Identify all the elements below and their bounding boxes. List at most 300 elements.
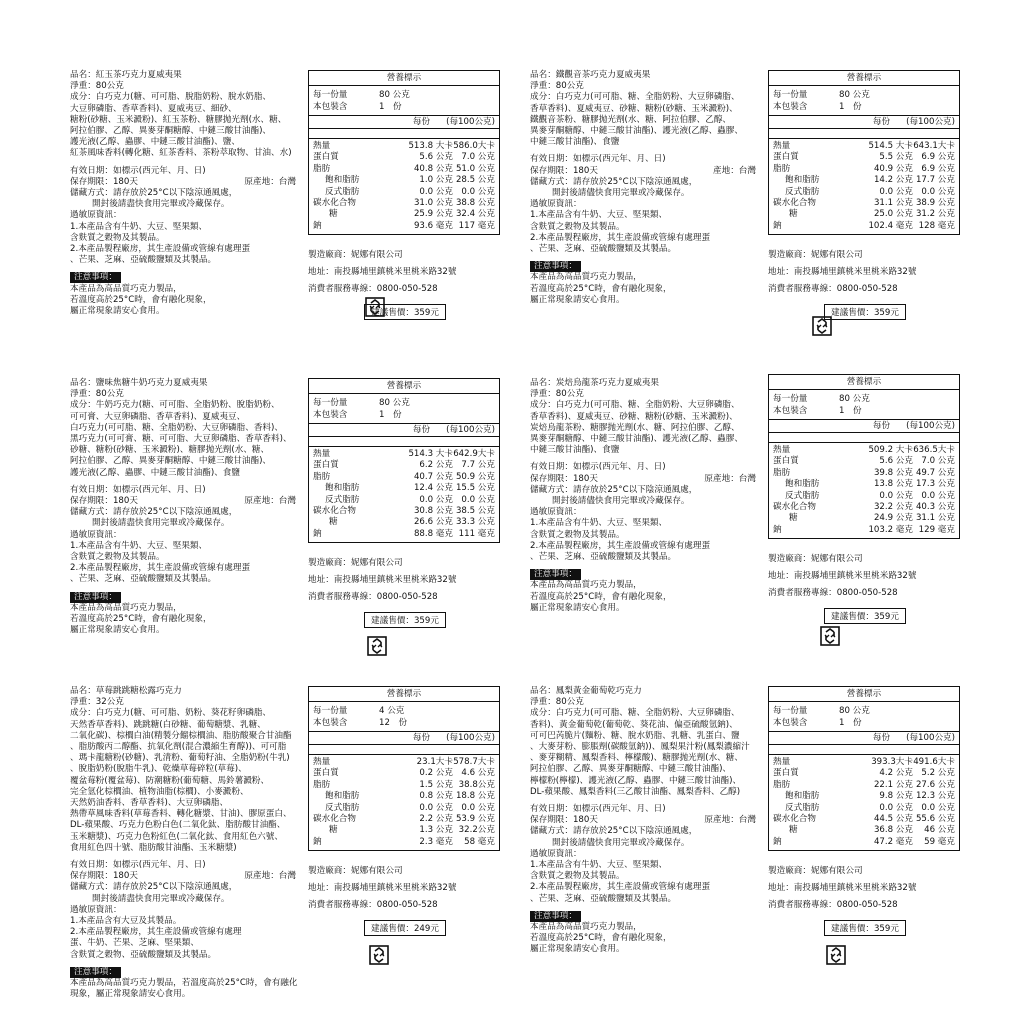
- storage-method: 儲藏方式：請存放於25°C以下陰涼通風處，: [530, 826, 698, 837]
- nutrient-name: 鈉: [773, 524, 782, 535]
- nutrition-title: 營養標示: [309, 379, 499, 394]
- ingredients-line: 成分：白巧克力(可可脂、糖、全脂奶粉、大豆卵磷脂、: [530, 400, 740, 411]
- nutrition-row: [773, 445, 955, 456]
- per-100g-value: 0.0 公克: [461, 494, 495, 505]
- shelf-life: 保存期限：180天: [70, 176, 138, 187]
- nutrition-rows: [769, 755, 959, 850]
- nutrient-name: 反式脂肪: [785, 802, 820, 813]
- address: 地址：南投縣埔里鎮桃米里桃米路32號: [308, 267, 457, 278]
- ingredients-line: 異麥芽酮糖醇、中鏈三酸甘油酯)、護光液(乙醇、蟲膠、: [530, 126, 743, 137]
- servings-per-pack-value: 1 份: [839, 102, 862, 112]
- nutrient-name: 蛋白質: [313, 460, 339, 471]
- nutrient-name: 糖: [789, 825, 798, 836]
- nutrient-name: 鈉: [773, 836, 782, 847]
- ingredients-line: 紅茶風味香料(轉化糖、紅茶香料、茶粉萃取物、甘油、水): [70, 148, 292, 159]
- product-name: 品名：鳳梨黃金葡萄乾巧克力: [530, 686, 642, 696]
- product-label: [70, 378, 540, 688]
- per-serving-value: 44.5 公克: [873, 813, 913, 824]
- allergy-line: 、芒果、芝麻、亞硫酸鹽類及其製品。: [530, 893, 677, 904]
- nutrition-title: 營養標示: [309, 687, 499, 702]
- per-100g-value: 40.3 公克: [915, 501, 955, 512]
- allergy-line: 1.本產品含有牛奶、大豆、堅果類、: [530, 860, 668, 871]
- per-100g-value: 53.9 公克: [455, 813, 495, 824]
- allergy-line: 1.本產品含有牛奶、大豆、堅果類、: [530, 518, 668, 529]
- allergy-line: 1.本產品含有牛奶、大豆、堅果類、: [530, 210, 668, 221]
- serving-size-value: 4 公克: [379, 706, 405, 716]
- serving-info: [769, 702, 959, 732]
- nutrient-name: 鈉: [313, 836, 322, 847]
- nutrient-name: 碳水化合物: [313, 197, 356, 208]
- nutrient-name: 蛋白質: [313, 768, 339, 779]
- product-name: 品名：鐵觀音茶巧克力夏威夷果: [530, 70, 651, 80]
- per-100g-value: 38.5 公克: [455, 505, 495, 516]
- caution-line: 本產品為高品質巧克力製品，若溫度高於25°C時，會有融化現象，屬正常現象請安心食用。: [70, 978, 298, 1000]
- caution-line: 若溫度高於25°C時，會有融化現象，: [530, 283, 672, 294]
- label-text-column: [70, 686, 302, 1000]
- ingredients: [70, 708, 302, 854]
- nutrition-column-header: [309, 116, 499, 129]
- per-serving-value: 5.6 公克: [879, 456, 913, 467]
- service-hotline: 消費者服務專線：0800-050-528: [768, 588, 898, 599]
- ingredients-line: DL-蘋果酸、巧克力色粉白色(二氧化鈦、脂肪酸甘油酯、: [70, 820, 286, 831]
- allergy-line: 2.本產品製程廠房，其生產設備或管線有處理蛋: [530, 540, 711, 551]
- nutrition-row: [313, 141, 495, 152]
- nutrient-name: 反式脂肪: [785, 490, 820, 501]
- shelf-life: 保存期限：180天: [530, 815, 598, 826]
- caution-tag: 注意事項：: [70, 967, 121, 978]
- nutrition-row: [773, 209, 955, 220]
- nutrient-name: 碳水化合物: [773, 813, 816, 824]
- product-name: 品名：草莓跳跳糖松露巧克力: [70, 686, 182, 696]
- nutrition-row: [773, 768, 955, 779]
- allergy-line: 2.本產品製程廠房，其生產設備或管線有處理: [70, 927, 242, 938]
- per-serving-value: 31.1 公克: [873, 197, 913, 208]
- serving-size-value: 80 公克: [839, 394, 870, 404]
- ingredients-line: 成分：白巧克力(可可脂、糖、全脂奶粉、大豆卵磷脂、: [530, 708, 740, 719]
- product-name: 品名：炭焙烏龍茶巧克力夏威夷果: [530, 378, 659, 388]
- per-serving-value: 26.6 公克: [413, 517, 453, 528]
- caution-line: 屬正常現象請安心食用。: [70, 306, 165, 317]
- per-serving-value: 1.3 公克: [419, 825, 453, 836]
- caution-line: 屬正常現象請安心食用。: [530, 944, 625, 955]
- allergy-line: 過敏原資訊：: [530, 199, 582, 210]
- product-label: [530, 378, 1000, 688]
- per-serving-value: 40.9 公克: [873, 163, 913, 174]
- allergy-line: 2.本產品製程廠房，其生產設備或管線有處理蛋: [70, 244, 251, 255]
- manufacturer-info: [308, 247, 498, 298]
- service-hotline: 消費者服務專線：0800-050-528: [308, 284, 438, 295]
- recycle-icon: [820, 626, 840, 646]
- expiry-date: 有效日期：如標示(西元年、月、日): [530, 154, 666, 165]
- allergy-line: 含麩質之穀物及其製品。: [530, 221, 625, 232]
- nutrient-name: 熱量: [773, 445, 791, 455]
- caution-tag: 注意事項：: [70, 272, 121, 283]
- nutrition-facts-table: [768, 70, 960, 235]
- nutrition-row: [773, 479, 955, 490]
- nutrition-column-header: [309, 424, 499, 437]
- per-100g-value: 7.0 公克: [461, 152, 495, 163]
- service-hotline: 消費者服務專線：0800-050-528: [768, 900, 898, 911]
- label-text-column: [530, 378, 762, 614]
- allergen-info: [70, 530, 302, 586]
- nutrition-row: [773, 468, 955, 479]
- per-serving-value: 514.5 大卡: [868, 141, 913, 151]
- storage-method-cont: 開封後請盡快食用完畢或冷藏保存。: [92, 518, 230, 529]
- per-serving-value: 0.0 公克: [419, 802, 453, 813]
- per-100g-value: 17.3 公克: [915, 479, 955, 490]
- nutrient-name: 脂肪: [773, 467, 791, 478]
- nutrient-name: 蛋白質: [313, 152, 339, 163]
- recycle-icon: [365, 297, 385, 317]
- nutrient-name: 脂肪: [773, 779, 791, 790]
- per-serving-value: 0.8 公克: [419, 791, 453, 802]
- manufacturer-info: [308, 555, 498, 606]
- shelf-life: 保存期限：180天: [70, 871, 138, 882]
- per-serving-header: 每份: [412, 425, 431, 435]
- ingredients-line: 香料)、黃金葡萄乾(葡萄乾、葵花油、偏亞硫酸氫鈉)、: [530, 719, 738, 730]
- product-label: [530, 686, 1000, 996]
- label-info-column: [308, 378, 498, 628]
- ingredients-line: 中鏈三酸甘油酯)、食鹽: [530, 137, 620, 148]
- per-serving-value: 24.9 公克: [873, 513, 913, 524]
- manufacturer: 製造廠商：妮娜有限公司: [308, 558, 403, 569]
- nutrient-name: 碳水化合物: [313, 813, 356, 824]
- nutrient-name: 反式脂肪: [785, 186, 820, 197]
- shelf-origin-row: [70, 177, 302, 188]
- servings-per-pack-label: 本包裝含: [313, 102, 348, 112]
- origin: 原產地：台灣: [244, 176, 296, 187]
- nutrition-row: [773, 803, 955, 814]
- per-100g-value: 0.0 公克: [921, 186, 955, 197]
- nutrient-name: 飽和脂肪: [325, 791, 360, 802]
- per-100g-value: 129 毫克: [918, 524, 955, 535]
- nutrient-name: 飽和脂肪: [785, 479, 820, 490]
- ingredients: [70, 400, 302, 478]
- allergy-line: 2.本產品製程廠房，其生產設備或管線有處理蛋: [70, 563, 251, 574]
- nutrition-row: [313, 198, 495, 209]
- per-serving-value: 513.8 大卡: [408, 141, 453, 151]
- ingredients-line: 護光液(乙醇、蟲膠、中鏈三酸甘油酯)、食鹽: [70, 467, 240, 478]
- nutrition-facts-table: [768, 686, 960, 851]
- product-label: [530, 70, 1000, 380]
- per-100g-value: 6.9 公克: [921, 163, 955, 174]
- per-100g-header: (每100公克): [906, 117, 955, 127]
- label-info-column: [308, 686, 498, 936]
- origin: 原產地：台灣: [704, 473, 756, 484]
- caution-line: 屬正常現象請安心食用。: [530, 602, 625, 613]
- caution-line: 屬正常現象請安心食用。: [70, 625, 165, 636]
- per-serving-value: 31.0 公克: [413, 197, 453, 208]
- per-serving-value: 14.2 公克: [873, 175, 913, 186]
- per-100g-value: 38.8 公克: [455, 197, 495, 208]
- nutrition-row: [313, 803, 495, 814]
- label-info-column: [768, 374, 958, 624]
- nutrient-name: 脂肪: [313, 471, 331, 482]
- manufacturer: 製造廠商：妮娜有限公司: [308, 866, 403, 877]
- per-100g-header: (每100公克): [906, 733, 955, 743]
- ingredients-line: 天然香草香料)、跳跳糖(白砂糖、葡萄糖漿、乳糖、: [70, 719, 266, 730]
- caution-line: 若溫度高於25°C時，會有融化現象，: [530, 933, 672, 944]
- nutrition-row: [313, 164, 495, 175]
- per-serving-value: 103.2 毫克: [868, 524, 913, 535]
- shelf-origin-row: [530, 166, 762, 177]
- nutrient-name: 蛋白質: [773, 768, 799, 779]
- ingredients-line: 檸檬粉(檸檬)、護光液(乙醇、蟲膠、中鏈三酸甘油酯)、: [530, 775, 742, 786]
- nutrient-name: 鈉: [313, 220, 322, 231]
- allergy-line: 1.本產品含有牛奶、大豆、堅果類、: [70, 221, 208, 232]
- manufacturer-info: [768, 551, 958, 602]
- nutrition-column-header: [769, 116, 959, 129]
- per-serving-value: 22.1 公克: [873, 779, 913, 790]
- nutrient-name: 反式脂肪: [325, 494, 360, 505]
- allergen-info: [530, 849, 762, 905]
- serving-size-label: 每一份量: [313, 706, 348, 716]
- per-serving-value: 4.2 公克: [879, 768, 913, 779]
- product-name: 品名：紅玉茶巧克力夏威夷果: [70, 70, 182, 80]
- expiry-date: 有效日期：如標示(西元年、月、日): [70, 484, 206, 495]
- per-serving-value: 6.2 公克: [419, 460, 453, 471]
- allergy-line: 過敏原資訊：: [530, 848, 582, 859]
- nutrition-column-header: [769, 732, 959, 745]
- per-serving-value: 32.2 公克: [873, 501, 913, 512]
- nutrition-row: [773, 513, 955, 524]
- ingredients: [530, 708, 762, 798]
- nutrition-row: [313, 152, 495, 163]
- nutrition-row: [313, 837, 495, 848]
- net-weight: 淨重：80公克: [70, 389, 124, 400]
- ingredients-line: 砂糖、糖粉(砂糖、玉米澱粉)、糖膠抛光劑(水、糖、: [70, 445, 270, 456]
- product-name: 品名：鹽味焦糖牛奶巧克力夏威夷果: [70, 378, 208, 388]
- nutrient-name: 糖: [329, 209, 338, 220]
- service-hotline: 消費者服務專線：0800-050-528: [768, 284, 898, 295]
- caution-text: [530, 272, 762, 306]
- per-100g-value: 642.9大卡: [453, 449, 495, 459]
- recycle-icon: [367, 636, 387, 656]
- recycle-icon: [369, 945, 389, 965]
- nutrition-row: [773, 491, 955, 502]
- service-hotline: 消費者服務專線：0800-050-528: [308, 900, 438, 911]
- per-100g-value: 15.5 公克: [455, 483, 495, 494]
- servings-per-pack-value: 12 份: [379, 718, 408, 728]
- nutrition-row: [313, 209, 495, 220]
- net-weight: 淨重：80公克: [530, 389, 584, 400]
- per-serving-header: 每份: [872, 733, 891, 743]
- storage-method: 儲藏方式：請存放於25°C以下陰涼通風處，: [70, 188, 238, 199]
- per-serving-value: 1.0 公克: [419, 175, 453, 186]
- recycle-icon: [826, 945, 846, 965]
- per-100g-value: 7.7 公克: [461, 460, 495, 471]
- caution-line: 若溫度高於25°C時，會有融化現象，: [530, 591, 672, 602]
- caution-line: 本產品為高品質巧克力製品，: [530, 922, 642, 933]
- service-hotline: 消費者服務專線：0800-050-528: [308, 592, 438, 603]
- per-serving-value: 36.8 公克: [873, 825, 913, 836]
- nutrient-name: 鈉: [773, 220, 782, 231]
- servings-per-pack-value: 1 份: [379, 102, 402, 112]
- nutrition-row: [773, 164, 955, 175]
- nutrient-name: 脂肪: [773, 163, 791, 174]
- allergy-line: 過敏原資訊：: [70, 529, 122, 540]
- nutrition-row: [773, 791, 955, 802]
- per-100g-value: 28.5 公克: [455, 175, 495, 186]
- per-100g-value: 31.2 公克: [915, 209, 955, 220]
- nutrition-row: [313, 768, 495, 779]
- allergen-info: [530, 199, 762, 255]
- caution-line: 屬正常現象請安心食用。: [530, 294, 625, 305]
- per-serving-value: 509.2 大卡: [868, 445, 913, 455]
- nutrition-row: [773, 837, 955, 848]
- per-100g-value: 59 毫克: [924, 836, 955, 847]
- shelf-origin-row: [530, 474, 762, 485]
- ingredients-line: 護光液(乙醇、蟲膠、中鏈三酸甘油酯)、鹽、: [70, 137, 240, 148]
- manufacturer-info: [768, 247, 958, 298]
- suggested-price: 建議售價：359元: [824, 304, 906, 320]
- nutrient-name: 碳水化合物: [313, 505, 356, 516]
- per-serving-header: 每份: [872, 421, 891, 431]
- ingredients-line: 異麥芽酮糖醇、中鏈三酸甘油酯)、護光液(乙醇、蟲膠、: [530, 434, 743, 445]
- per-100g-header: (每100公克): [906, 421, 955, 431]
- nutrition-row: [313, 221, 495, 232]
- shelf-life: 保存期限：180天: [530, 473, 598, 484]
- per-100g-value: 117 毫克: [458, 220, 495, 231]
- manufacturer: 製造廠商：妮娜有限公司: [768, 866, 863, 877]
- nutrition-row: [313, 187, 495, 198]
- expiry-date: 有效日期：如標示(西元年、月、日): [70, 165, 206, 176]
- ingredients-line: 、瑪卡龍糖粉(砂糖)、乳清粉、葡萄籽油、全脂奶粉(牛乳): [70, 753, 290, 764]
- nutrition-rows: [309, 755, 499, 850]
- per-serving-value: 102.4 毫克: [868, 220, 913, 231]
- servings-per-pack-value: 1 份: [839, 406, 862, 416]
- nutrient-name: 碳水化合物: [773, 197, 816, 208]
- nutrition-row: [313, 175, 495, 186]
- product-label: [70, 686, 540, 1000]
- allergy-line: 含麩質之穀物及其製品。: [70, 232, 165, 243]
- serving-size-label: 每一份量: [773, 394, 808, 404]
- ingredients-line: 大豆卵磷脂、香草香料)、夏威夷豆、細砂、: [70, 103, 237, 114]
- ingredients-line: 鐵觀音茶粉、糖膠抛光劑(水、糖、阿拉伯膠、乙醇、: [530, 114, 732, 125]
- nutrition-facts-table: [768, 374, 960, 539]
- nutrition-row: [313, 495, 495, 506]
- nutrition-row: [773, 780, 955, 791]
- per-serving-value: 0.0 公克: [879, 802, 913, 813]
- origin: 原產地：台灣: [704, 815, 756, 826]
- ingredients-line: DL-蘋果酸、鳳梨香料(三乙酸甘油酯、鳳梨香料、乙醇): [530, 786, 741, 797]
- label-text-column: [530, 686, 762, 956]
- allergy-line: 含麩質之穀物及其製品。: [530, 529, 625, 540]
- per-100g-value: 6.9 公克: [921, 152, 955, 163]
- ingredients-line: 食用紅色四十號、脂肪酸甘油酯、玉米糖漿): [70, 842, 237, 853]
- per-100g-header: (每100公克): [446, 733, 495, 743]
- nutrient-name: 蛋白質: [773, 456, 799, 467]
- suggested-price: 建議售價：359元: [824, 608, 906, 624]
- expiry-date: 有效日期：如標示(西元年、月、日): [70, 860, 206, 871]
- per-100g-value: 643.1大卡: [913, 141, 955, 151]
- nutrient-name: 碳水化合物: [773, 501, 816, 512]
- per-100g-value: 17.7 公克: [915, 175, 955, 186]
- per-serving-value: 2.3 毫克: [419, 836, 453, 847]
- label-text-column: [70, 70, 302, 317]
- per-100g-header: (每100公克): [446, 117, 495, 127]
- caution-tag: 注意事項：: [530, 911, 581, 922]
- nutrition-facts-table: [308, 70, 500, 235]
- per-serving-value: 0.0 公克: [419, 494, 453, 505]
- caution-text: [70, 978, 302, 1000]
- per-serving-header: 每份: [412, 117, 431, 127]
- serving-size-label: 每一份量: [773, 90, 808, 100]
- suggested-price: 建議售價：359元: [364, 612, 446, 628]
- allergy-line: 含麩質之穀物及其製品。: [70, 552, 165, 563]
- nutrient-name: 鈉: [313, 528, 322, 539]
- shelf-life: 保存期限：180天: [530, 165, 598, 176]
- servings-per-pack-label: 本包裝含: [773, 718, 808, 728]
- storage-method: 儲藏方式：請存放於25°C以下陰涼通風處，: [70, 507, 238, 518]
- nutrition-rows: [309, 139, 499, 234]
- manufacturer: 製造廠商：妮娜有限公司: [308, 250, 403, 261]
- storage-method-cont: 開封後請儘快食用完畢或冷藏保存。: [552, 496, 690, 507]
- ingredients-line: 覆盆莓粉(覆盆莓)、防潮糖粉(葡萄糖、馬鈴薯澱粉、: [70, 775, 270, 786]
- nutrition-row: [773, 456, 955, 467]
- nutrition-column-header: [309, 732, 499, 745]
- servings-per-pack-value: 1 份: [839, 718, 862, 728]
- per-serving-header: 每份: [412, 733, 431, 743]
- per-100g-value: 32.2公克: [458, 825, 495, 836]
- storage-method-cont: 開封後請儘快食用完畢或冷藏保存。: [552, 837, 690, 848]
- per-serving-value: 40.8 公克: [413, 163, 453, 174]
- serving-size-value: 80 公克: [839, 90, 870, 100]
- serving-size-value: 80 公克: [839, 706, 870, 716]
- ingredients-line: 香草香料)、夏威夷豆、砂糖、糖粉(砂糖、玉米澱粉)、: [530, 103, 738, 114]
- allergy-line: 2.本產品製程廠房，其生產設備或管線有處理蛋: [530, 882, 711, 893]
- per-serving-value: 39.8 公克: [873, 467, 913, 478]
- nutrition-row: [773, 152, 955, 163]
- caution-text: [530, 922, 762, 956]
- ingredients-line: 二氧化碳)、棕櫚白油(精製分餾棕櫚油、脂肪酸聚合甘油酯: [70, 730, 292, 741]
- per-100g-value: 32.4 公克: [455, 209, 495, 220]
- caution-line: 本產品為高品質巧克力製品，: [70, 602, 182, 613]
- ingredients-line: 炭焙烏龍茶粉、糖膠抛光劑(水、糖、阿拉伯膠、乙醇、: [530, 422, 740, 433]
- serving-info: [309, 86, 499, 116]
- address: 地址：南投縣埔里鎮桃米里桃米路32號: [308, 883, 457, 894]
- net-weight: 淨重：80公克: [70, 81, 124, 92]
- ingredients-line: 成分：白巧克力(糖、可可脂、奶粉、葵花籽卵磷脂、: [70, 708, 272, 719]
- nutrition-title: 營養標示: [769, 375, 959, 390]
- allergy-line: 、芒果、芝麻、亞硫酸鹽類及其製品。: [70, 255, 217, 266]
- per-100g-value: 0.0 公克: [461, 802, 495, 813]
- per-100g-value: 38.8公克: [458, 779, 495, 790]
- shelf-life: 保存期限：180天: [70, 496, 138, 507]
- per-100g-value: 50.9 公克: [455, 471, 495, 482]
- nutrient-name: 熱量: [313, 449, 331, 459]
- storage-method: 儲藏方式：請存放於25°C以下陰涼通風處，: [530, 176, 698, 187]
- serving-size-label: 每一份量: [313, 90, 348, 100]
- nutrient-name: 蛋白質: [773, 152, 799, 163]
- nutrition-row: [313, 472, 495, 483]
- nutrition-row: [313, 780, 495, 791]
- nutrient-name: 糖: [329, 517, 338, 528]
- per-serving-value: 0.0 公克: [419, 186, 453, 197]
- caution-text: [70, 603, 302, 637]
- ingredients-line: 黑巧克力(可可膏、糖、可可脂、大豆卵磷脂、香草香料)、: [70, 434, 292, 445]
- net-weight: 淨重：80公克: [530, 81, 584, 92]
- nutrient-name: 脂肪: [313, 163, 331, 174]
- origin: 原產地：台灣: [244, 871, 296, 882]
- ingredients: [530, 92, 762, 148]
- nutrition-row: [313, 517, 495, 528]
- per-100g-value: 38.9 公克: [915, 197, 955, 208]
- servings-per-pack-label: 本包裝含: [313, 718, 348, 728]
- per-serving-header: 每份: [872, 117, 891, 127]
- allergen-info: [70, 210, 302, 266]
- per-serving-value: 0.2 公克: [419, 768, 453, 779]
